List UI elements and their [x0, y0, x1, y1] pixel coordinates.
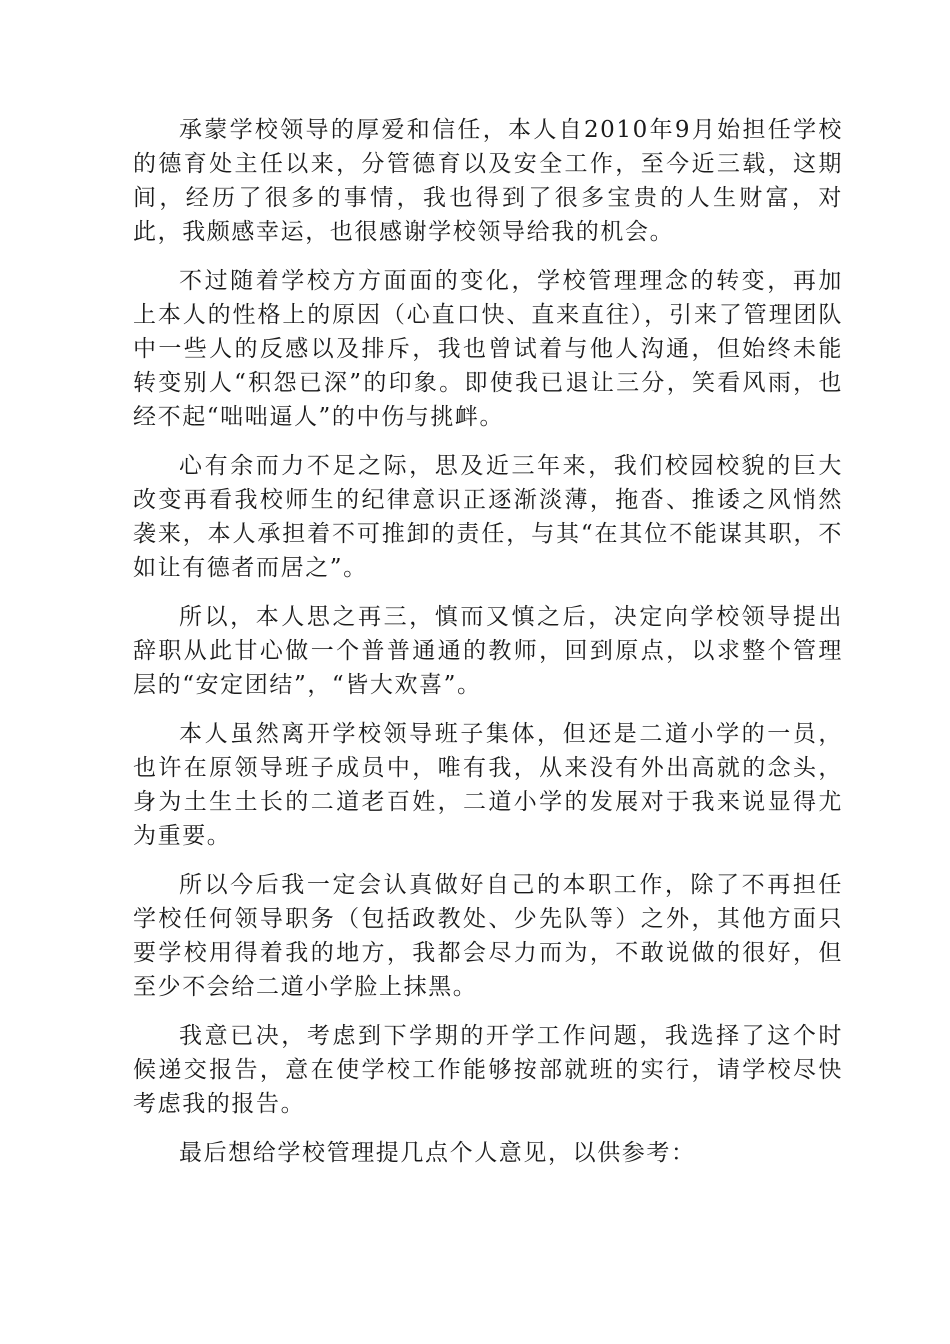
paragraph: 不过随着学校方方面面的变化，学校管理理念的转变，再加上本人的性格上的原因（心直口快、直来直往），引来了管理团队中一些人的反感以及排斥，我也曾试着与他人沟通，但始终未能转变别人“积怨已深”的印象。即使我已退让三分，笑看风雨，也经不起“咄咄逼人”的中伤与挑衅。	[133, 268, 843, 430]
paragraph: 本人虽然离开学校领导班子集体，但还是二道小学的一员，也许在原领导班子成员中，唯有我，从来没有外出高就的念头，身为土生土长的二道老百姓，二道小学的发展对于我来说显得尤为重要。	[133, 721, 843, 849]
paragraph: 所以今后我一定会认真做好自己的本职工作，除了不再担任学校任何领导职务（包括政教处、少先队等）之外，其他方面只要学校用得着我的地方，我都会尽力而为，不敢说做的很好，但至少不会给二道小学脸上抹黑。	[133, 872, 843, 1000]
paragraph: 承蒙学校领导的厚爱和信任，本人自2010年9月始担任学校的德育处主任以来，分管德育以及安全工作，至今近三载，这期间，经历了很多的事情，我也得到了很多宝贵的人生财富，对此，我颇感幸运，也很感谢学校领导给我的机会。	[133, 117, 843, 245]
paragraph: 最后想给学校管理提几点个人意见，以供参考：	[179, 1140, 696, 1166]
paragraph: 心有余而力不足之际，思及近三年来，我们校园校貌的巨大改变再看我校师生的纪律意识正逐渐淡薄，拖沓、推诿之风悄然袭来，本人承担着不可推卸的责任，与其“在其位不能谋其职，不如让有德者而居之”。	[133, 453, 843, 581]
paragraph: 所以，本人思之再三，慎而又慎之后，决定向学校领导提出辞职从此甘心做一个普普通通的教师，回到原点，以求整个管理层的“安定团结”，“皆大欢喜”。	[133, 604, 843, 698]
paragraph: 我意已决，考虑到下学期的开学工作问题，我选择了这个时候递交报告，意在使学校工作能够按部就班的实行，请学校尽快考虑我的报告。	[133, 1023, 843, 1117]
